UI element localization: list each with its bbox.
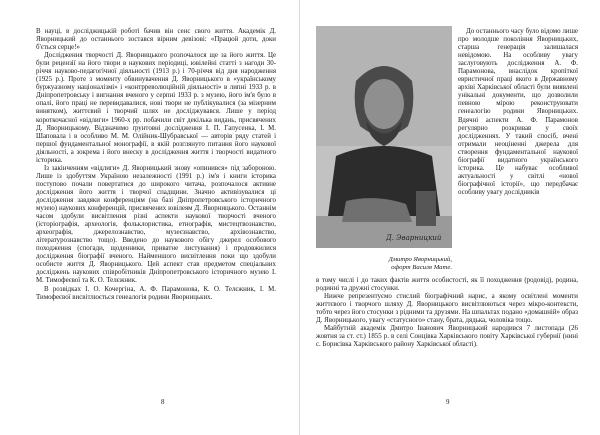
- portrait-etching: [316, 26, 452, 248]
- paragraph: Із закінченням «відлиги» Д. Яворницький знову «опинився» під забороною. Лише із здобуттям Україною незалежності (1991 р.) ім'я і книги історика поступово почали повертатися до широкого читача, розпочалося активне дослідження його життя і творчої спадщини. Значно активізувалися ці дослідження завдяки конференціям (на базі Дніпропетровського історичного музею) наукових конференцій, присвячених ювілеям Д. Яворницького. Останнім часом здобули висвітлення різні аспекти наукової творчості вченого (історіографія, археологія, фольклористика, етнографія, мистецтвознавство, археографія, джерелознавство, музеєзнавство, архівознавство, літературознавство тощо). Введено до наукового обігу джерел особового походження (спогади, щоденники, приватне листування) і продовжилися дослідження біографії вченого. Найменшого висвітлення поки що здобули особисте життя Д. Яворницького. Цей аспект став предметом спеціальних досліджень наукових співробітників Дніпропетровського історичного музею І. М. Тимофеєвої та К. О. Телєжник.: [36, 164, 276, 285]
- paragraph: в тому числі і до таких фактів життя особистості, як її походження (родовід), родина, родинні та дружні стосунки.: [316, 277, 578, 293]
- caption-line: Дмитро Яворницький,: [388, 256, 452, 263]
- paragraph: Дослідження творчості Д. Яворницького розпочалося ще за його життя. Це були рецензії на його твори в наукових періодиці, ювілейні статті з нагоди 30-річчя науково-педагогічної діяльності (1913 р.) і 70-річчя від дня народження (1925 р.). Проте з моменту обвинувачення Д. Яворницького в «українському буржуазному націоналізмі» і «контрреволюційній діяльності» в липні 1933 р. в Дніпропетровську і вигнання вченого у серпні 1933 р. з музею, його ім'я було в опалі, його праці не перевидавалися, нові твори не публікувалися (за мізерним винятком), життєвий і творчий шлях не досліджувався. Лише у період короткочасної «відлиги» 1960-х рр. побачили світ декілька видань, присвячених Д. Яворницькому. Відзначимо ґрунтовні дослідження І. П. Гапусенка, І. М. Шаповала і в особливо М. М. Олійник-Шубравської — авторів ряду статей і першої фундаментальної монографії, в якій розглянуто питання його наукової діяльності, а зокрема і його внеску в дослідження життя і творчості видатного історика.: [36, 52, 276, 164]
- page-number: 9: [446, 398, 450, 406]
- right-page: [300, 0, 600, 435]
- page-number: 8: [161, 398, 165, 406]
- caption-line: офорт Василя Мате.: [391, 264, 452, 271]
- portrait-illustration: [316, 26, 452, 248]
- paragraph: До останнього часу було відомо лише про молодше покоління Яворницьких, старша генерація залишалася невідомою. На особливу увагу заслуговують дослідження А. Ф. Парамонова, внаслідок кропіткої евристичної праці якого в Державному архіві Харківської області були виявлені унікальні документи, що дозволили певною мірою реконструювати генеалогію родини Яворницьких. Вдячні аспекти А. Ф. Парамонов регулярно розкривав у своїх дослідженнях. У такий спосіб, вчені отримали неоціненні джерела для створення фундаментальної наукової біографії видатного українського історика. Це набуває особливої актуальності у світлі «нової біографічної історії», що передбачає особливу увагу дослідників: [458, 28, 578, 196]
- paragraph: В науці, в досліджицькій роботі бачив він сенс свого життя. Академік Д. Яворницький до останнього зостався вірним девізові: «Працюй доти, доки б'ється серце!»: [36, 28, 276, 52]
- paragraph: Майбутній академік Дмитро Іванович Яворницький народився 7 листопада (26 жовтня за ст. ст.) 1855 р. в селі Сонцівка Харківського повіту Харківської губернії (нині с. Борисівка Харківського району Харківської області).: [316, 325, 578, 349]
- signature-text: Д. Эварницкий: [386, 234, 442, 242]
- side-column-text: [458, 28, 578, 197]
- left-page-text: [36, 28, 276, 302]
- paragraph: В розвідках І. О. Кочергіна, А. Ф. Парамонова, К. О. Телєжник, І. М. Тимофеєвої висвітлюється генеалогія родини Яворницьких.: [36, 285, 276, 301]
- bottom-text: [316, 277, 578, 349]
- paragraph: Нижче репрезентуємо стислий біографічний нарис, а якому освітлені моменти життєвого і творчого шляху Д. Яворницького висвітлюються через мікро-контексти, тобто через його стосунки з рідними та друзями. На шпальтах подано «домашній» образ Д. Яворницького, увагу «статусного» стану, брата, дядька, чоловіка тощо.: [316, 293, 578, 325]
- photo-caption: [316, 256, 452, 272]
